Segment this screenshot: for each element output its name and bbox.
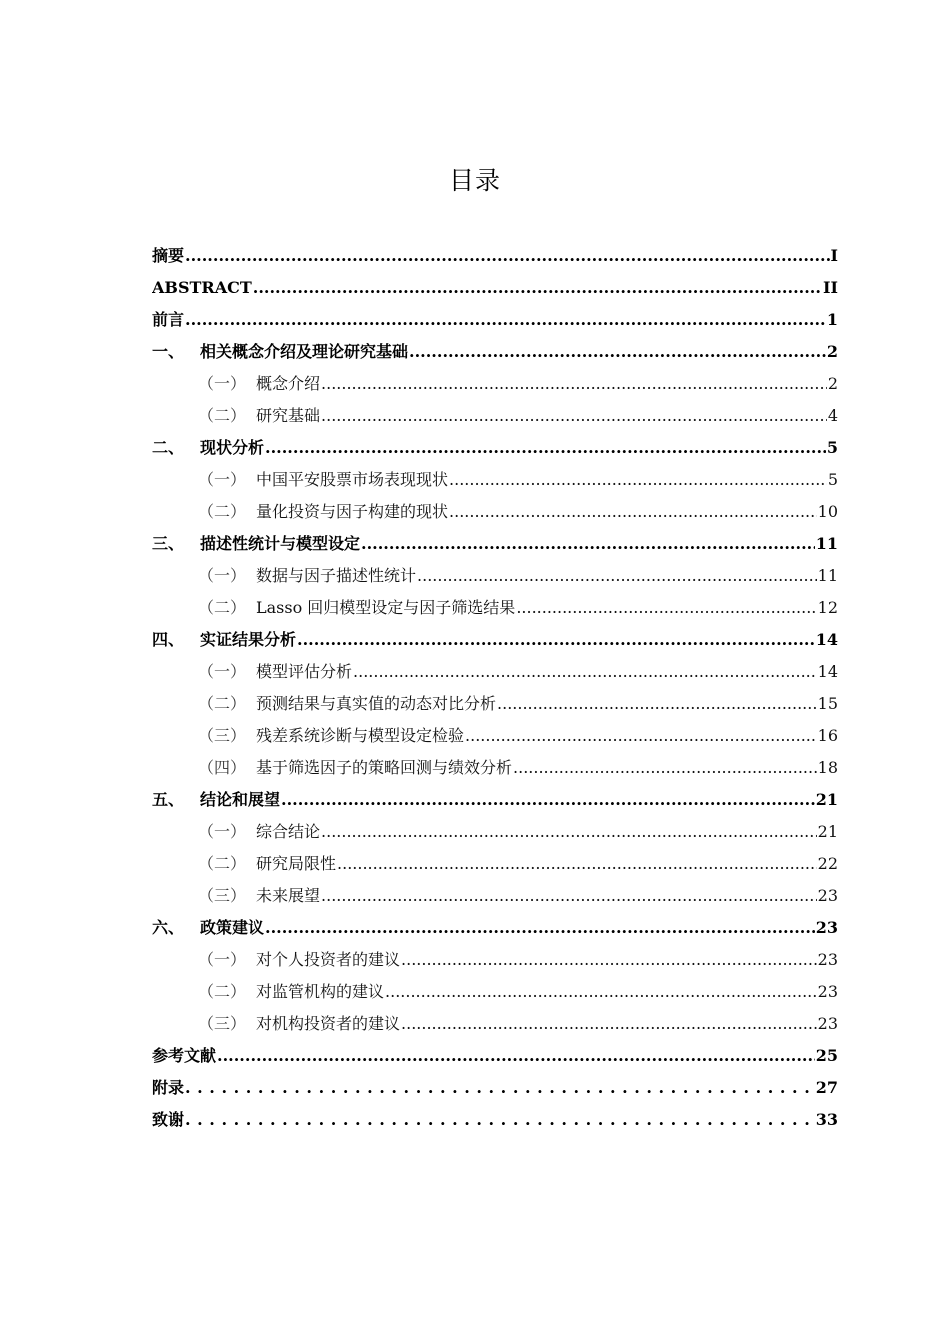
table-of-contents (152, 240, 838, 1136)
toc-entry-number: （二） (198, 694, 247, 713)
toc-entry-section[interactable] (152, 688, 838, 720)
toc-entry-page-number: 5 (826, 438, 838, 457)
toc-dot-leader (337, 848, 817, 880)
toc-entry-page-number: 23 (817, 1014, 838, 1033)
toc-dot-leader (253, 272, 822, 304)
toc-entry-page-number: 1 (826, 310, 838, 329)
toc-entry-section[interactable] (152, 944, 838, 976)
toc-entry-title: 对监管机构的建议 (256, 982, 385, 1001)
toc-entry-number: （三） (198, 886, 247, 905)
toc-entry-number: （二） (198, 982, 247, 1001)
toc-dot-leader (409, 336, 826, 368)
toc-entry-section[interactable] (152, 592, 838, 624)
toc-entry-page-number: 15 (817, 694, 838, 713)
toc-dot-leader (321, 880, 817, 912)
toc-entry-page-number: I (830, 246, 838, 265)
toc-entry-title: 量化投资与因子构建的现状 (256, 502, 449, 521)
toc-dot-leader (321, 400, 827, 432)
toc-entry-page-number: 5 (827, 470, 838, 489)
toc-entry-page-number: II (823, 278, 838, 297)
toc-dot-leader (185, 1072, 815, 1104)
toc-entry-title: Lasso 回归模型设定与因子筛选结果 (256, 598, 516, 617)
toc-entry-number: （二） (198, 502, 247, 521)
toc-entry-section[interactable] (152, 496, 838, 528)
toc-entry-section[interactable] (152, 976, 838, 1008)
toc-entry-title: 参考文献 (152, 1046, 217, 1065)
toc-entry-page-number: 23 (815, 918, 838, 937)
toc-entry-page-number: 2 (827, 374, 838, 393)
toc-entry-title: 现状分析 (200, 438, 265, 457)
toc-entry-number: （二） (198, 854, 247, 873)
toc-entry-page-number: 22 (817, 854, 838, 873)
toc-entry-section[interactable] (152, 752, 838, 784)
toc-entry-number: （一） (198, 566, 247, 585)
toc-dot-leader (321, 368, 827, 400)
toc-entry-title: 概念介绍 (256, 374, 321, 393)
toc-dot-leader (281, 784, 815, 816)
toc-entry-title: 结论和展望 (200, 790, 281, 809)
toc-dot-leader (321, 816, 817, 848)
toc-entry-number: 六、 (152, 918, 185, 937)
toc-entry-number: （一） (198, 662, 247, 681)
toc-entry-title: ABSTRACT (152, 278, 252, 297)
toc-entry-chapter[interactable] (152, 304, 838, 336)
toc-entry-page-number: 11 (815, 534, 838, 553)
page-title: 目录 (448, 166, 501, 195)
toc-dot-leader (185, 304, 826, 336)
toc-entry-page-number: 23 (817, 950, 838, 969)
toc-entry-page-number: 18 (817, 758, 838, 777)
toc-entry-chapter[interactable] (152, 432, 838, 464)
toc-entry-title: 预测结果与真实值的动态对比分析 (256, 694, 497, 713)
toc-entry-page-number: 23 (817, 886, 838, 905)
toc-entry-page-number: 12 (817, 598, 838, 617)
toc-entry-chapter[interactable] (152, 624, 838, 656)
toc-entry-chapter[interactable] (152, 272, 838, 304)
toc-entry-chapter[interactable] (152, 336, 838, 368)
toc-dot-leader (497, 688, 817, 720)
toc-entry-number: （二） (198, 598, 247, 617)
toc-entry-title: 残差系统诊断与模型设定检验 (256, 726, 465, 745)
toc-entry-chapter[interactable] (152, 912, 838, 944)
toc-dot-leader (465, 720, 817, 752)
toc-entry-number: （一） (198, 470, 247, 489)
toc-entry-page-number: 23 (817, 982, 838, 1001)
toc-entry-title: 对机构投资者的建议 (256, 1014, 401, 1033)
toc-entry-page-number: 27 (815, 1078, 838, 1097)
toc-entry-number: （三） (198, 1014, 247, 1033)
toc-entry-section[interactable] (152, 880, 838, 912)
toc-entry-title: 基于筛选因子的策略回测与绩效分析 (256, 758, 513, 777)
toc-entry-number: 三、 (152, 534, 185, 553)
toc-entry-title: 综合结论 (256, 822, 321, 841)
toc-dot-leader (361, 528, 815, 560)
toc-dot-leader (449, 464, 827, 496)
toc-entry-page-number: 33 (815, 1110, 838, 1129)
toc-dot-leader (185, 240, 830, 272)
toc-entry-chapter[interactable] (152, 784, 838, 816)
toc-entry-number: （三） (198, 726, 247, 745)
toc-entry-page-number: 11 (817, 566, 838, 585)
toc-dot-leader (417, 560, 817, 592)
toc-entry-title: 实证结果分析 (200, 630, 297, 649)
toc-entry-number: 二、 (152, 438, 185, 457)
toc-entry-number: （一） (198, 374, 247, 393)
toc-entry-section[interactable] (152, 560, 838, 592)
toc-dot-leader (449, 496, 817, 528)
toc-entry-page-number: 14 (815, 630, 838, 649)
toc-entry-chapter[interactable] (152, 1072, 838, 1104)
toc-entry-chapter[interactable] (152, 528, 838, 560)
toc-dot-leader (217, 1040, 815, 1072)
toc-entry-chapter[interactable] (152, 1104, 838, 1136)
toc-entry-section[interactable] (152, 656, 838, 688)
toc-entry-title: 数据与因子描述性统计 (256, 566, 417, 585)
toc-dot-leader (401, 944, 817, 976)
toc-entry-title: 未来展望 (256, 886, 321, 905)
toc-entry-number: （四） (198, 758, 247, 777)
toc-entry-number: （一） (198, 950, 247, 969)
toc-entry-section[interactable] (152, 400, 838, 432)
toc-entry-number: 四、 (152, 630, 185, 649)
toc-entry-title: 中国平安股票市场表现现状 (256, 470, 449, 489)
toc-dot-leader (516, 592, 816, 624)
toc-entry-title: 研究基础 (256, 406, 321, 425)
toc-entry-page-number: 21 (815, 790, 838, 809)
toc-entry-title: 致谢 (152, 1110, 185, 1129)
toc-entry-section[interactable] (152, 848, 838, 880)
toc-entry-section[interactable] (152, 816, 838, 848)
toc-entry-chapter[interactable] (152, 240, 838, 272)
toc-entry-page-number: 14 (817, 662, 838, 681)
toc-entry-number: （二） (198, 406, 247, 425)
toc-entry-number: 五、 (152, 790, 185, 809)
toc-entry-section[interactable] (152, 1008, 838, 1040)
toc-entry-number: 一、 (152, 342, 185, 361)
toc-entry-page-number: 10 (817, 502, 838, 521)
toc-entry-section[interactable] (152, 720, 838, 752)
toc-entry-title: 相关概念介绍及理论研究基础 (200, 342, 409, 361)
toc-entry-chapter[interactable] (152, 1040, 838, 1072)
toc-entry-title: 前言 (152, 310, 185, 329)
toc-entry-title: 政策建议 (200, 918, 265, 937)
toc-entry-title: 研究局限性 (256, 854, 337, 873)
toc-entry-page-number: 21 (817, 822, 838, 841)
toc-entry-page-number: 2 (826, 342, 838, 361)
toc-entry-number: （一） (198, 822, 247, 841)
toc-entry-title: 描述性统计与模型设定 (200, 534, 361, 553)
toc-dot-leader (265, 912, 815, 944)
toc-dot-leader (353, 656, 817, 688)
toc-dot-leader (297, 624, 815, 656)
toc-dot-leader (401, 1008, 817, 1040)
toc-dot-leader (185, 1104, 815, 1136)
toc-entry-page-number: 4 (827, 406, 838, 425)
toc-entry-title: 模型评估分析 (256, 662, 353, 681)
toc-dot-leader (385, 976, 817, 1008)
toc-entry-title: 附录 (152, 1078, 185, 1097)
toc-entry-title: 摘要 (152, 246, 185, 265)
toc-entry-page-number: 25 (815, 1046, 838, 1065)
toc-entry-section[interactable] (152, 464, 838, 496)
toc-entry-title: 对个人投资者的建议 (256, 950, 401, 969)
toc-entry-section[interactable] (152, 368, 838, 400)
toc-dot-leader (513, 752, 817, 784)
toc-entry-page-number: 16 (817, 726, 838, 745)
toc-dot-leader (265, 432, 826, 464)
